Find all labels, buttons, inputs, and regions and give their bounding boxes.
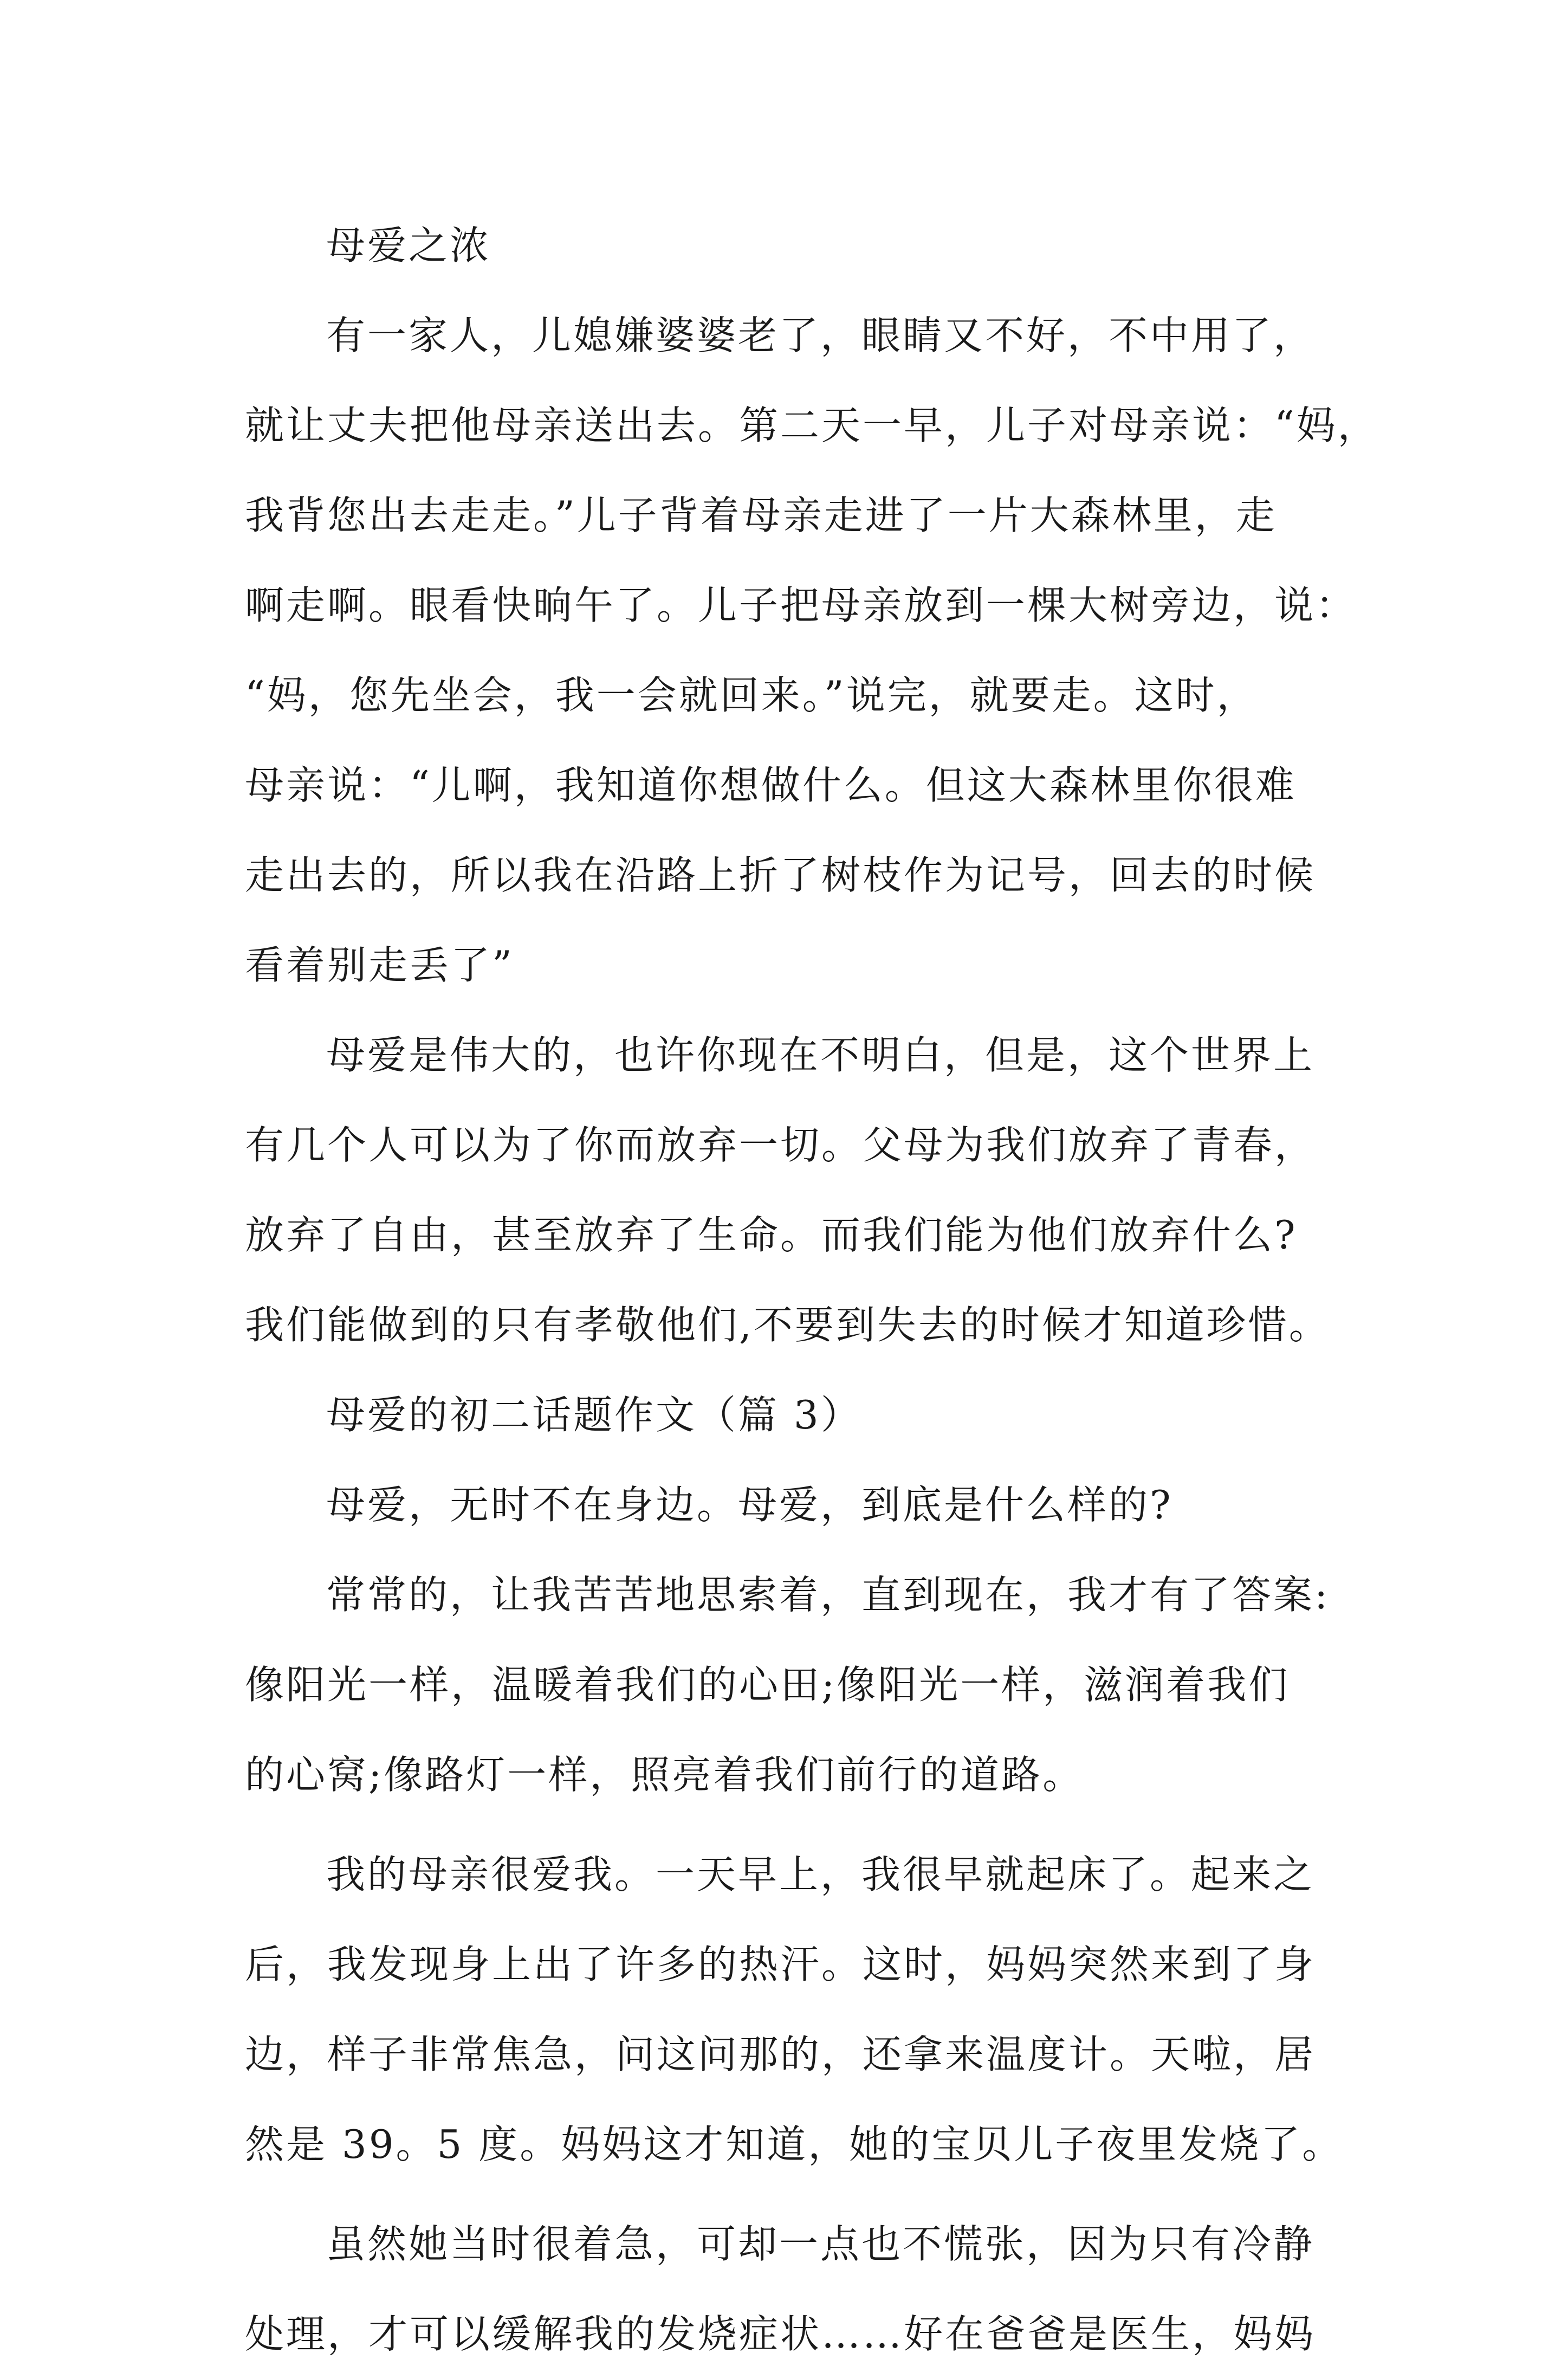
paragraph-line: 处理，才可以缓解我的发烧症状……好在爸爸是医生，妈妈 [245, 2311, 1316, 2357]
section-title: 母爱之浓 [326, 223, 491, 268]
paragraph-line: 然是 39。5 度。妈妈这才知道，她的宝贝儿子夜里发烧了。 [245, 2122, 1344, 2167]
paragraph-line: “妈，您先坐会，我一会就回来。”说完，就要走。这时， [245, 673, 1258, 718]
paragraph-line: 母爱，无时不在身边。母爱，到底是什么样的? [326, 1482, 1173, 1528]
paragraph-line: 母爱是伟大的，也许你现在不明白，但是，这个世界上 [326, 1032, 1315, 1078]
paragraph-line: 有一家人，儿媳嫌婆婆老了，眼睛又不好，不中用了， [326, 313, 1315, 358]
paragraph-line: 像阳光一样，温暖着我们的心田;像阳光一样，滋润着我们 [245, 1662, 1290, 1708]
paragraph-gap [245, 2189, 1356, 2199]
paragraph-line: 我的母亲很爱我。一天早上，我很早就起床了。起来之 [326, 1852, 1315, 1897]
paragraph-line: 母亲说：“儿啊，我知道你想做什么。但这大森林里你很难 [245, 762, 1297, 808]
paragraph-line: 我背您出去走走。”儿子背着母亲走进了一片大森林里，走 [245, 493, 1277, 538]
paragraph-line: 啊走啊。眼看快晌午了。儿子把母亲放到一棵大树旁边，说： [245, 583, 1357, 628]
paragraph-line: 放弃了自由，甚至放弃了生命。而我们能为他们放弃什么? [245, 1212, 1298, 1258]
section-title: 母爱的初二话题作文（篇 3） [326, 1392, 862, 1438]
paragraph-line: 走出去的，所以我在沿路上折了树枝作为记号，回去的时候 [245, 852, 1316, 898]
paragraph-gap [245, 1820, 1356, 1829]
document-body [245, 201, 1379, 2379]
paragraph-line: 看着别走丢了” [245, 942, 514, 988]
paragraph-line: 的心窝;像路灯一样，照亮着我们前行的道路。 [245, 1752, 1084, 1798]
paragraph-line: 边，样子非常焦急，问这问那的，还拿来温度计。天啦，居 [245, 2032, 1316, 2077]
paragraph-line: 我们能做到的只有孝敬他们,不要到失去的时候才知道珍惜。 [245, 1302, 1330, 1348]
paragraph-line: 有几个人可以为了你而放弃一切。父母为我们放弃了青春， [245, 1122, 1316, 1168]
paragraph-line: 常常的，让我苦苦地思索着，直到现在，我才有了答案: [326, 1572, 1330, 1618]
paragraph-line: 虽然她当时很着急，可却一点也不慌张，因为只有冷静 [326, 2221, 1315, 2267]
paragraph-line: 后，我发现身上出了许多的热汗。这时，妈妈突然来到了身 [245, 1942, 1316, 1987]
paragraph-line: 就让丈夫把他母亲送出去。第二天一早，儿子对母亲说：“妈， [245, 403, 1379, 448]
